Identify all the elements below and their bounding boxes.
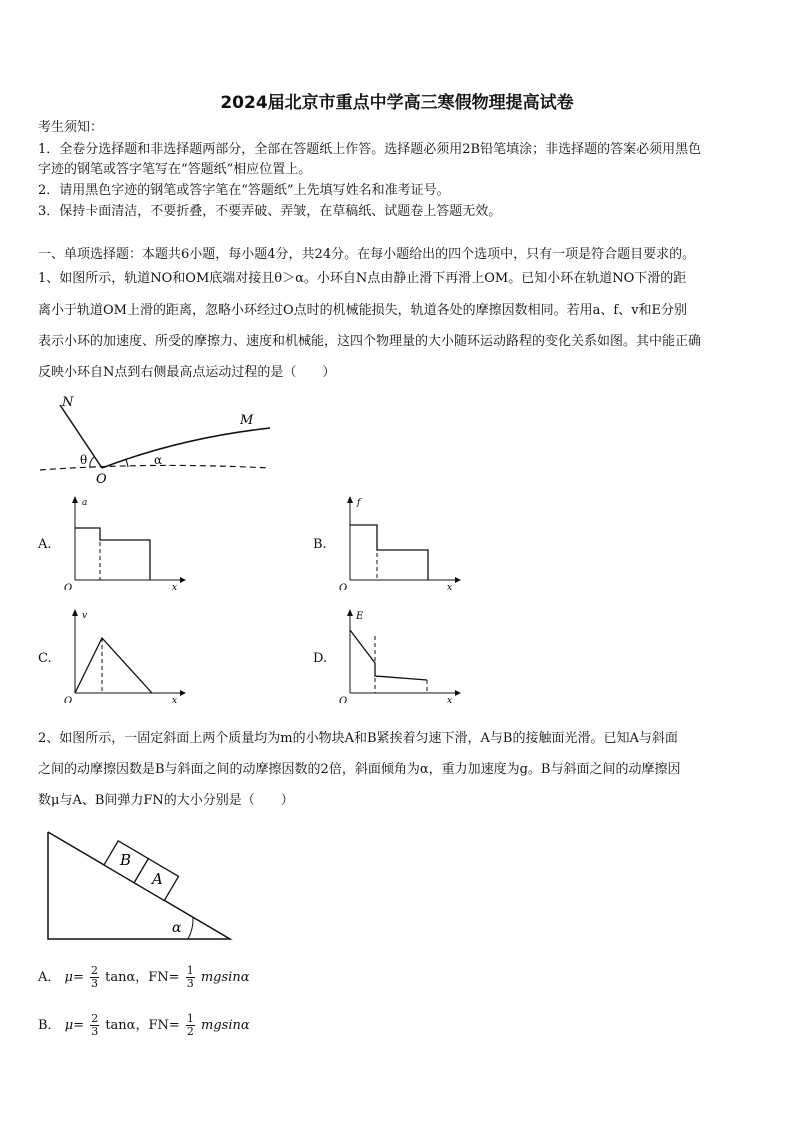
- denominator: 2: [186, 1025, 194, 1038]
- option-b-graph: [335, 495, 465, 590]
- x-arrow: [180, 690, 186, 696]
- notice-heading: 考生须知：: [38, 120, 104, 135]
- x-label: x: [447, 583, 453, 590]
- x-label: x: [447, 696, 453, 703]
- alpha-arc: [126, 460, 128, 467]
- fraction: [90, 965, 99, 990]
- origin-label: O: [339, 583, 348, 590]
- y-arrow: [72, 609, 78, 616]
- mu-prefix: μ=: [64, 970, 84, 985]
- tail-text: mgsinα: [201, 1018, 250, 1033]
- option-d-graph: [335, 608, 465, 703]
- graph-line: [350, 525, 428, 580]
- option-c-graph: [60, 608, 190, 703]
- middle-text: tanα，FN=: [105, 1018, 180, 1033]
- y-label: f: [357, 498, 361, 508]
- option-a-graph: [60, 495, 190, 590]
- denominator: 3: [91, 977, 99, 990]
- y-label: E: [356, 611, 364, 622]
- q2-text-line: 2、如图所示，一固定斜面上两个质量均为m的小物块A和B紧挨着匀速下滑，A与B的接触面光滑。已知A与斜面: [38, 731, 678, 746]
- notice-item: 2．请用黑色字迹的钢笔或答字笔在“答题纸”上先填写姓名和准考证号。: [38, 183, 450, 198]
- x-arrow: [455, 690, 461, 696]
- graph-line: [75, 528, 150, 580]
- fraction: [90, 1013, 99, 1038]
- graph-line: [75, 638, 152, 693]
- label-o: O: [96, 472, 107, 485]
- q1-text-line: 1、如图所示，轨道NO和OM底端对接且θ＞α。小环自N点由静止滑下再滑上OM。已知小环在轨道NO下滑的距: [38, 271, 687, 286]
- denominator: 3: [91, 1025, 99, 1038]
- fraction: [186, 965, 195, 990]
- y-arrow: [72, 496, 78, 503]
- label-theta: θ: [80, 453, 88, 467]
- label-m: M: [240, 413, 254, 428]
- q1-track-figure: [30, 390, 280, 485]
- numerator: 1: [186, 964, 194, 977]
- option-a-label[interactable]: A.: [38, 537, 52, 552]
- block-a-label: A: [152, 870, 163, 888]
- theta-arc: [90, 457, 94, 468]
- tail-text: mgsinα: [200, 970, 250, 985]
- y-label: a: [82, 498, 88, 508]
- notice-item: 字迹的钢笔或答字笔写在“答题纸”相应位置上。: [38, 162, 312, 177]
- block-b-label: B: [120, 851, 132, 869]
- q2-option-a[interactable]: [38, 965, 250, 990]
- middle-text: tanα，FN=: [105, 970, 180, 985]
- q1-text-line: 离小于轨道OM上滑的距离，忽略小环经过O点时的机械能损失，轨道各处的摩擦因数相同。若用a、f、v和E分别: [38, 303, 688, 318]
- notice-item: 3．保持卡面清洁，不要折叠，不要弄破、弄皱，在草稿纸、试题卷上答题无效。: [38, 204, 502, 219]
- numerator: 2: [91, 1012, 99, 1025]
- x-arrow: [455, 577, 461, 583]
- angle-label: α: [172, 920, 182, 936]
- label-n: N: [62, 395, 74, 410]
- option-d-label[interactable]: D.: [313, 651, 328, 666]
- mu-prefix: μ=: [64, 1018, 85, 1033]
- numerator: 1: [186, 1012, 194, 1025]
- q1-text-line: 表示小环的加速度、所受的摩擦力、速度和机械能，这四个物理量的大小随环运动路程的变化关系如图。其中能正确: [38, 334, 702, 349]
- q2-text-line: 之间的动摩擦因数是B与斜面之间的动摩擦因数的2倍，斜面倾角为α，重力加速度为g。B与斜面之间的动摩擦因: [38, 762, 681, 777]
- x-arrow: [180, 577, 186, 583]
- page-title: 2024届北京市重点中学高三寒假物理提高试卷: [220, 93, 574, 113]
- origin-label: O: [339, 696, 348, 703]
- q1-text-line: 反映小环自N点到右侧最高点运动过程的是（ ）: [38, 365, 336, 380]
- section-header: 一、单项选择题：本题共6小题，每小题4分，共24分。在每小题给出的四个选项中，只有一项是符合题目要求的。: [38, 247, 696, 262]
- q2-text-line: 数μ与A、B间弹力FN的大小分别是（ ）: [38, 793, 294, 808]
- numerator: 2: [91, 964, 99, 977]
- angle-arc: [188, 917, 193, 939]
- option-label: B．: [38, 1018, 61, 1033]
- option-b-label[interactable]: B.: [313, 537, 327, 552]
- y-label: v: [82, 611, 88, 621]
- option-c-label[interactable]: C.: [38, 651, 52, 666]
- graph-line: [350, 630, 427, 680]
- label-alpha: α: [154, 453, 163, 467]
- q2-option-b[interactable]: [38, 1013, 250, 1038]
- y-arrow: [347, 496, 353, 503]
- x-label: x: [172, 583, 178, 590]
- denominator: 3: [186, 977, 194, 990]
- q2-incline-figure: [40, 825, 240, 945]
- origin-label: O: [64, 696, 73, 703]
- fraction: [186, 1013, 195, 1038]
- y-arrow: [347, 609, 353, 616]
- x-label: x: [172, 696, 178, 703]
- origin-label: O: [64, 583, 73, 590]
- option-label: A．: [38, 970, 61, 985]
- notice-item: 1．全卷分选择题和非选择题两部分，全部在答题纸上作答。选择题必须用2B铅笔填涂；非选择题的答案必须用黑色: [38, 142, 702, 157]
